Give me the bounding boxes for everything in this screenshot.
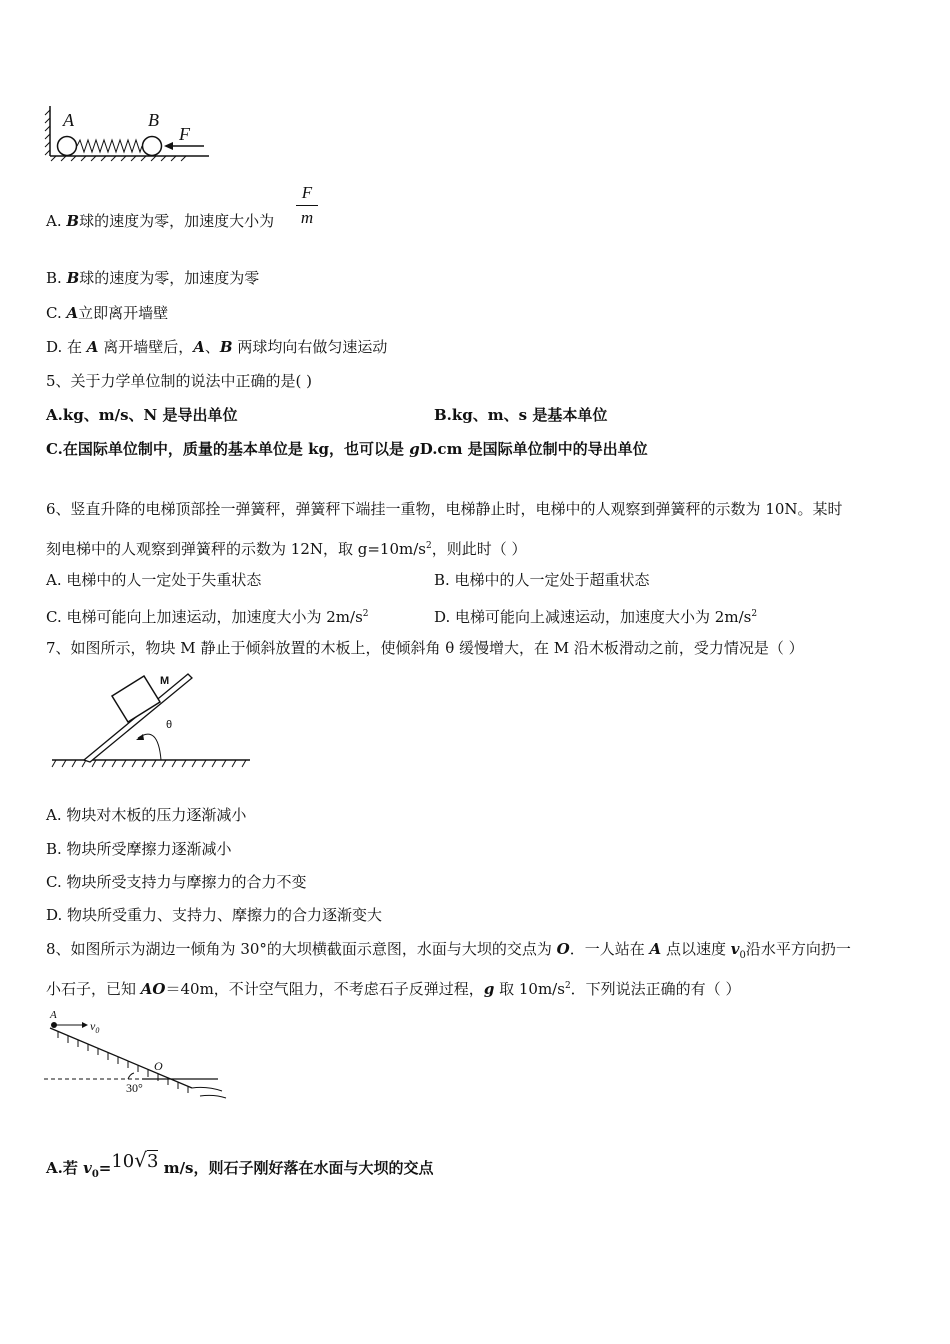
incline-block-figure <box>48 668 258 772</box>
q6-option-c: C. 电梯可能向上加速运动，加速度大小为 $2m/s^2$ <box>46 608 369 626</box>
q6-stem-line2: 刻电梯中的人观察到弹簧秤的示数为 12N，取 $g=10m/s^2$，则此时（ ） <box>46 540 527 558</box>
fig1-label-a: A <box>63 110 74 130</box>
fig1-label-f: F <box>179 124 190 144</box>
q8-stem-line1: 8、如图所示为湖边一倾角为 30°的大坝横截面示意图，水面与大坝的交点为 O．一人站在 A 点以速度 $v_0$沿水平方向扔一 <box>46 940 851 961</box>
q8-stem-line2: 小石子，已知 AO＝40m，不计空气阻力，不考虑石子反弹过程，g 取 $10m/s^2$．下列说法正确的有（ ） <box>46 980 741 998</box>
q8-option-a: A.若 $v_0=10√3$ m/s，则石子刚好落在水面与大坝的交点 <box>46 1148 434 1180</box>
q6-option-d: D. 电梯可能向上减速运动，加速度大小为 $2m/s^2$ <box>434 608 758 626</box>
q5-option-a: A.kg、m/s、N 是导出单位 <box>46 406 238 424</box>
q7-stem: 7、如图所示，物块 M 静止于倾斜放置的木板上，使倾斜角 θ 缓慢增大，在 M 沿木板滑动之前，受力情况是（ ） <box>46 639 804 657</box>
q6-stem-line1: 6、竖直升降的电梯顶部拴一弹簧秤，弹簧秤下端挂一重物，电梯静止时，电梯中的人观察到弹簧秤的示数为 10N。某时 <box>46 500 843 518</box>
spring-ball-figure <box>44 100 214 162</box>
q7-option-d: D. 物块所受重力、支持力、摩擦力的合力逐渐变大 <box>46 906 383 924</box>
dam-cross-section-figure <box>42 1008 242 1112</box>
fig1-label-b: B <box>148 110 159 130</box>
q4-option-b: B. B球的速度为零，加速度为零 <box>46 269 260 287</box>
q6-option-b: B. 电梯中的人一定处于超重状态 <box>434 571 650 589</box>
fig7-label-theta: θ <box>166 719 173 731</box>
q7-option-b: B. 物块所受摩擦力逐渐减小 <box>46 840 232 858</box>
q4-option-a: A. B球的速度为零，加速度大小为 <box>46 212 275 230</box>
fig7-label-m: M <box>160 675 170 687</box>
fig8-label-o: O <box>154 1059 163 1073</box>
q5-option-c-d: C.在国际单位制中，质量的基本单位是 kg，也可以是 gD.cm 是国际单位制中的导出单位 <box>46 440 648 458</box>
q4-option-c: C. A立即离开墙壁 <box>46 304 169 322</box>
q4-option-a-fraction: F m <box>296 183 318 228</box>
q6-option-a: A. 电梯中的人一定处于失重状态 <box>46 571 262 589</box>
fig8-label-a: A <box>50 1009 57 1021</box>
q5-stem: 5、关于力学单位制的说法中正确的是( ) <box>46 372 313 390</box>
q5-option-b: B.kg、m、s 是基本单位 <box>434 406 608 424</box>
q4-option-d: D. 在 A 离开墙壁后，A、B 两球均向右做匀速运动 <box>46 338 388 356</box>
q7-option-a: A. 物块对木板的压力逐渐减小 <box>46 806 247 824</box>
fig8-label-angle: 30° <box>126 1081 143 1095</box>
fig8-label-v0: $v_0$ <box>90 1019 100 1035</box>
q7-option-c: C. 物块所受支持力与摩擦力的合力不变 <box>46 873 307 891</box>
